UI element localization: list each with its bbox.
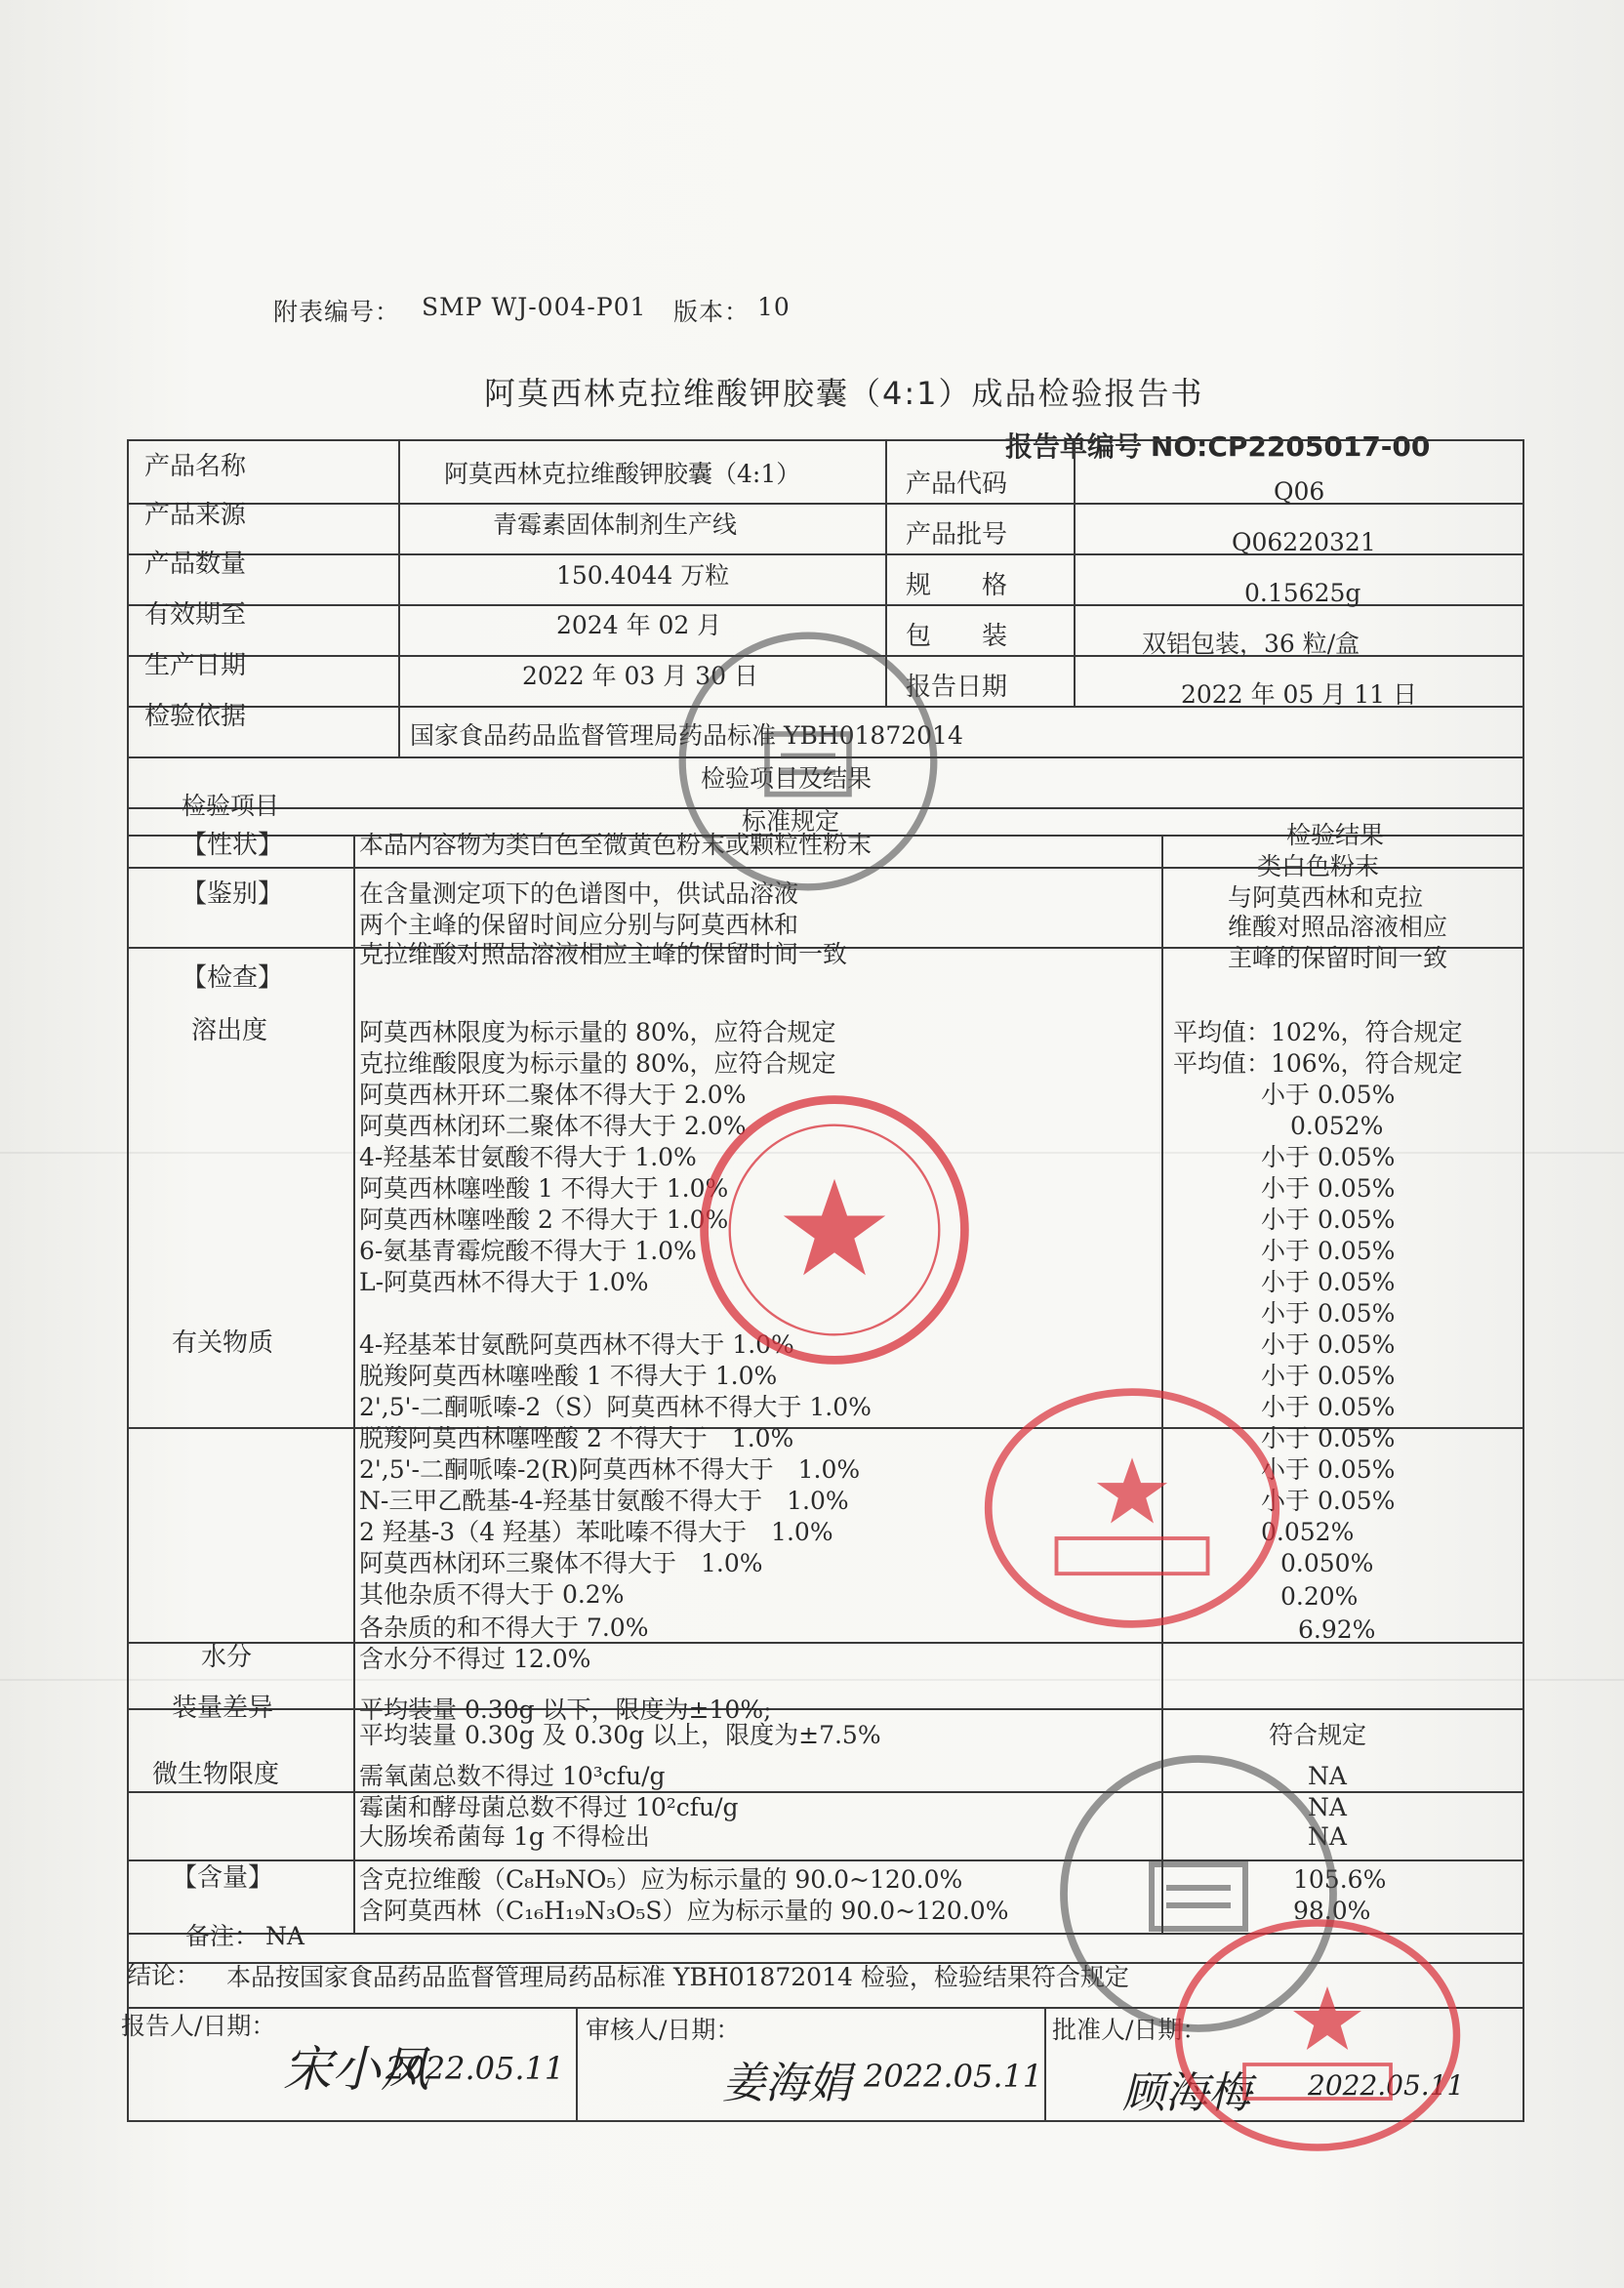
row-standard: 两个主峰的保留时间应分别与阿莫西林和 xyxy=(359,911,799,939)
row-result: 0.052% xyxy=(1290,1112,1384,1140)
approver-signature: 顾海梅 xyxy=(1122,2068,1251,2118)
row-standard: 2',5'-二酮哌嗪-2（S）阿莫西林不得大于 1.0% xyxy=(359,1393,872,1421)
report-title: 阿莫西林克拉维酸钾胶囊（4:1）成品检验报告书 xyxy=(484,375,1204,412)
basis-value: 国家食品药品监督管理局药品标准 YBH01872014 xyxy=(410,721,963,750)
row-result: 与阿莫西林和克拉 xyxy=(1228,883,1424,912)
row-standard: 在含量测定项下的色谱图中，供试品溶液 xyxy=(359,879,799,908)
remark-value: NA xyxy=(265,1922,304,1950)
approver-date: 2022.05.11 xyxy=(1308,2069,1465,2102)
row-item-label: 溶出度 xyxy=(191,1016,268,1045)
conclusion-text: 本品按国家食品药品监督管理局药品标准 YBH01872014 检验，检验结果符合规定 xyxy=(226,1963,1129,1991)
row-item-label: 【含量】 xyxy=(172,1863,274,1893)
row-standard: 阿莫西林开环二聚体不得大于 2.0% xyxy=(359,1081,747,1109)
row-standard: 阿莫西林噻唑酸 1 不得大于 1.0% xyxy=(359,1174,729,1203)
reviewer-label: 审核人/日期： xyxy=(586,2016,741,2044)
row-standard: 其他杂质不得大于 0.2% xyxy=(359,1580,625,1609)
row-standard: 阿莫西林闭环三聚体不得大于 1.0% xyxy=(359,1549,763,1577)
reporter-date: 2022.05.11 xyxy=(386,2050,565,2087)
row-standard: L-阿莫西林不得大于 1.0% xyxy=(359,1268,649,1296)
row-result: 0.052% xyxy=(1261,1518,1355,1546)
row-result: 小于 0.05% xyxy=(1261,1487,1396,1515)
row-result: 小于 0.05% xyxy=(1261,1424,1396,1452)
row-result: 小于 0.05% xyxy=(1261,1237,1396,1265)
row-result: 小于 0.05% xyxy=(1261,1268,1396,1296)
table-line xyxy=(1074,439,1076,706)
table-border xyxy=(1522,439,1524,2120)
report-date-value: 2022 年 05 月 11 日 xyxy=(1181,680,1417,709)
version-number: 10 xyxy=(757,293,791,321)
reviewer-signature: 姜海娟 xyxy=(722,2059,851,2108)
row-standard: 各杂质的和不得大于 7.0% xyxy=(359,1614,649,1642)
remark-label: 备注： xyxy=(185,1922,260,1950)
package-label: 包 装 xyxy=(906,622,1008,651)
row-standard: N-三甲乙酰基-4-羟基甘氨酸不得大于 1.0% xyxy=(359,1487,849,1515)
approver-label: 批准人/日期： xyxy=(1052,2016,1207,2044)
row-result: 小于 0.05% xyxy=(1261,1299,1396,1328)
row-result: NA xyxy=(1308,1822,1347,1851)
row-standard: 本品内容物为类白色至微黄色粉末或颗粒性粉末 xyxy=(359,831,873,859)
row-item-label: 【性状】 xyxy=(182,831,284,860)
table-border xyxy=(127,439,129,2120)
row-standard: 阿莫西林限度为标示量的 80%，应符合规定 xyxy=(359,1018,836,1046)
quantity-label: 产品数量 xyxy=(144,550,247,579)
table-line xyxy=(353,835,355,1933)
product-code-label: 产品代码 xyxy=(906,470,1008,499)
col-header-item: 检验项目 xyxy=(182,792,280,820)
package-value: 双铝包装，36 粒/盒 xyxy=(1142,630,1360,658)
row-result: 小于 0.05% xyxy=(1261,1205,1396,1234)
expiry-label: 有效期至 xyxy=(144,600,247,630)
section-title: 检验项目及结果 xyxy=(701,764,873,793)
row-result: NA xyxy=(1308,1793,1347,1821)
table-line xyxy=(127,1708,1524,1710)
row-standard: 平均装量 0.30g 及 0.30g 以上，限度为±7.5% xyxy=(359,1721,881,1749)
row-standard: 4-羟基苯甘氨酸不得大于 1.0% xyxy=(359,1143,697,1171)
table-border xyxy=(127,439,1524,441)
production-date-label: 生产日期 xyxy=(144,651,247,680)
row-standard: 克拉维酸限度为标示量的 80%，应符合规定 xyxy=(359,1049,836,1078)
row-result: 0.050% xyxy=(1280,1549,1374,1577)
reviewer-date: 2022.05.11 xyxy=(864,2058,1043,2095)
product-name-value: 阿莫西林克拉维酸钾胶囊（4:1） xyxy=(444,460,801,488)
row-result: 主峰的保留时间一致 xyxy=(1228,944,1448,972)
row-result: 105.6% xyxy=(1293,1865,1387,1894)
batch-label: 产品批号 xyxy=(906,520,1008,550)
row-result: 小于 0.05% xyxy=(1261,1362,1396,1390)
row-item-label: 有关物质 xyxy=(172,1328,274,1358)
row-result: 0.20% xyxy=(1280,1582,1359,1611)
row-result: 符合规定 xyxy=(1269,1721,1367,1749)
row-standard: 4-羟基苯甘氨酰阿莫西林不得大于 1.0% xyxy=(359,1330,794,1359)
row-standard: 脱羧阿莫西林噻唑酸 1 不得大于 1.0% xyxy=(359,1362,778,1390)
row-standard: 6-氨基青霉烷酸不得大于 1.0% xyxy=(359,1237,697,1265)
row-result: 平均值：106%，符合规定 xyxy=(1173,1049,1463,1078)
spec-label: 规 格 xyxy=(906,571,1008,600)
row-item-label: 【检查】 xyxy=(182,963,284,993)
row-result: 98.0% xyxy=(1293,1897,1371,1925)
row-standard: 含阿莫西林（C₁₆H₁₉N₃O₅S）应为标示量的 90.0~120.0% xyxy=(359,1897,1009,1925)
col-header-result: 检验结果 xyxy=(1286,821,1385,849)
product-code-value: Q06 xyxy=(1274,477,1325,506)
row-item-label: 【鉴别】 xyxy=(182,879,284,909)
row-standard: 阿莫西林闭环二聚体不得大于 2.0% xyxy=(359,1112,747,1140)
table-line xyxy=(1044,2007,1046,2120)
row-result: 小于 0.05% xyxy=(1261,1455,1396,1484)
batch-value: Q06220321 xyxy=(1232,528,1376,556)
table-line xyxy=(398,439,400,756)
expiry-value: 2024 年 02 月 xyxy=(556,611,722,639)
row-item-label: 微生物限度 xyxy=(152,1760,280,1789)
row-result: 小于 0.05% xyxy=(1261,1081,1396,1109)
form-number: SMP WJ-004-P01 xyxy=(422,293,647,321)
row-standard: 大肠埃希菌每 1g 不得检出 xyxy=(359,1822,650,1851)
table-line xyxy=(576,2007,578,2120)
red-seal-quality xyxy=(981,1381,1283,1635)
row-result: 6.92% xyxy=(1298,1615,1376,1644)
row-result: 小于 0.05% xyxy=(1261,1143,1396,1171)
row-standard: 平均装量 0.30g 以下，限度为±10%; xyxy=(359,1696,772,1724)
version-label: 版本： xyxy=(673,298,751,326)
source-label: 产品来源 xyxy=(144,501,247,530)
source-value: 青霉素固体制剂生产线 xyxy=(493,511,738,539)
reporter-signature: 宋小凤 xyxy=(283,2041,429,2098)
production-date-value: 2022 年 03 月 30 日 xyxy=(522,662,758,690)
reporter-label: 报告人/日期： xyxy=(121,2012,276,2040)
basis-label: 检验依据 xyxy=(144,702,247,731)
row-item-label: 水分 xyxy=(201,1643,253,1672)
form-label: 附表编号： xyxy=(273,298,401,326)
row-result: NA xyxy=(1308,1762,1347,1790)
report-number-label: 报告单编号 xyxy=(1005,430,1143,463)
spec-value: 0.15625g xyxy=(1244,579,1361,607)
row-result: 小于 0.05% xyxy=(1261,1174,1396,1203)
row-standard: 2 羟基-3（4 羟基）苯吡嗪不得大于 1.0% xyxy=(359,1518,833,1546)
row-standard: 含克拉维酸（C₈H₉NO₅）应为标示量的 90.0~120.0% xyxy=(359,1865,963,1894)
row-item-label: 装量差异 xyxy=(172,1694,274,1723)
red-seal-quality-management xyxy=(1171,1913,1464,2157)
conclusion-label: 结论： xyxy=(127,1961,201,1989)
report-number-value: NO:CP2205017-00 xyxy=(1150,430,1431,463)
row-standard: 脱羧阿莫西林噻唑酸 2 不得大于 1.0% xyxy=(359,1424,794,1452)
row-result: 小于 0.05% xyxy=(1261,1330,1396,1359)
red-seal-1 xyxy=(693,1088,976,1371)
row-standard: 霉菌和酵母菌总数不得过 10²cfu/g xyxy=(359,1793,739,1821)
row-standard: 需氧菌总数不得过 10³cfu/g xyxy=(359,1762,666,1790)
report-date-label: 报告日期 xyxy=(906,673,1008,702)
row-standard: 2',5'-二酮哌嗪-2(R)阿莫西林不得大于 1.0% xyxy=(359,1455,861,1484)
product-name-label: 产品名称 xyxy=(144,452,247,481)
row-result: 平均值：102%，符合规定 xyxy=(1173,1018,1463,1046)
row-result: 小于 0.05% xyxy=(1261,1393,1396,1421)
row-result: 类白色粉末 xyxy=(1257,852,1380,880)
row-result: 维酸对照品溶液相应 xyxy=(1228,913,1448,941)
row-standard: 阿莫西林噻唑酸 2 不得大于 1.0% xyxy=(359,1205,729,1234)
quantity-value: 150.4044 万粒 xyxy=(556,561,730,590)
company-seal-gray-1 xyxy=(671,625,945,898)
row-standard: 含水分不得过 12.0% xyxy=(359,1645,591,1673)
col-header-standard: 标准规定 xyxy=(742,807,840,836)
row-standard: 克拉维酸对照品溶液相应主峰的保留时间一致 xyxy=(359,940,848,968)
